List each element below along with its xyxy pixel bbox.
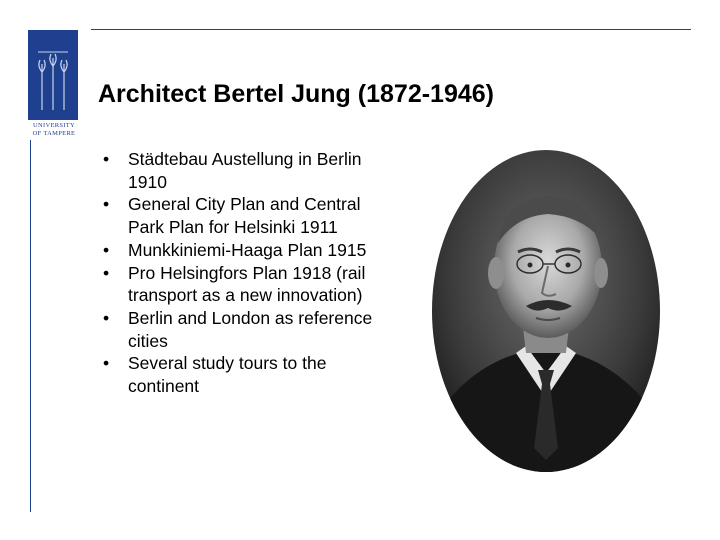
bullet-marker: • [103,307,110,328]
bullet-item [98,352,388,397]
bullet-text: Städtebau Austellung in Berlin 1910 [128,149,362,192]
bullet-text: Berlin and London as reference cities [128,307,373,351]
bullet-item [98,193,388,238]
bullet-text: Pro Helsingfors Plan 1918 (rail transport as a new innovation) [128,262,366,306]
university-logo [28,30,78,120]
bullet-item [98,239,388,262]
slide-title: Architect Bertel Jung (1872-1946) [98,80,494,108]
portrait-photo [430,148,662,474]
logo-caption-line2: OF TAMPERE [32,130,76,137]
top-divider [91,29,691,30]
bullet-marker: • [103,149,110,169]
bullet-list [98,148,388,398]
bullet-text: General City Plan and Central Park Plan for Helsinki 1911 [128,194,361,238]
logo-caption [26,122,82,138]
bullet-item [98,262,388,307]
side-divider [30,140,31,512]
bullet-item [98,148,388,193]
bullet-marker: • [103,194,110,215]
bullet-marker: • [103,239,110,260]
bullet-marker: • [103,262,110,283]
bullet-marker: • [103,353,110,374]
bullet-text: Several study tours to the continent [128,353,327,397]
portrait-image [430,148,662,474]
logo-caption-line1: UNIVERSITY [33,122,75,129]
logo-emblem-icon [28,30,78,120]
bullet-item [98,307,388,352]
bullet-text: Munkkiniemi-Haaga Plan 1915 [128,239,367,260]
